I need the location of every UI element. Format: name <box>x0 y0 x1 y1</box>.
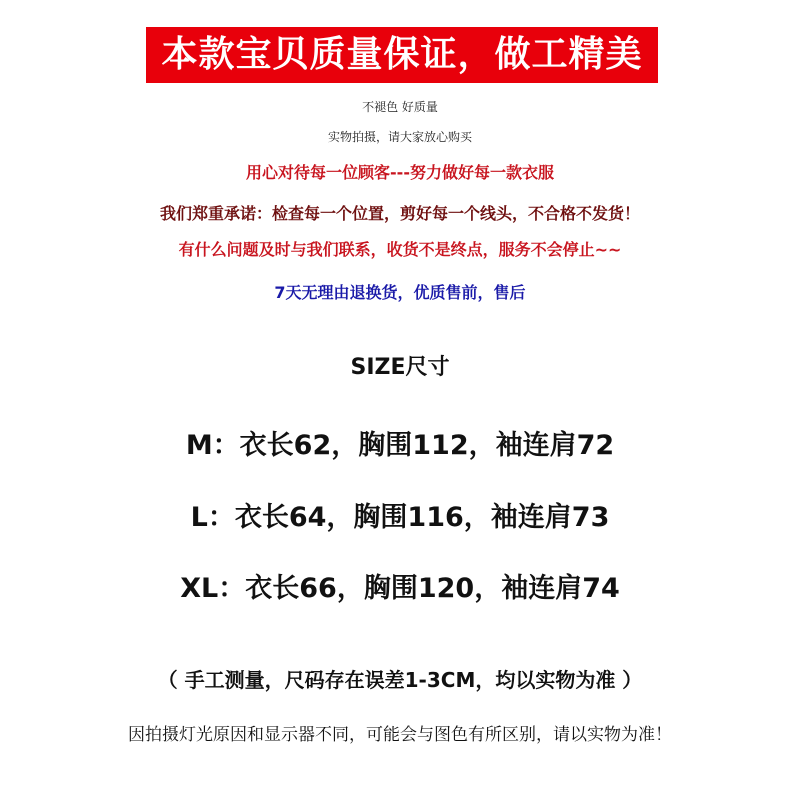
size-row-l: L：衣长64，胸围116，袖连肩73 <box>190 502 610 533</box>
promise-line-returns: 7天无理由退换货，优质售前，售后 <box>274 283 526 302</box>
color-disclaimer: 因拍摄灯光原因和显示器不同，可能会与图色有所区别，请以实物为准！ <box>128 725 672 745</box>
measurement-note: （ 手工测量，尺码存在误差1-3CM，均以实物为准 ） <box>157 668 643 692</box>
promise-line-care: 用心对待每一位顾客---努力做好每一款衣服 <box>246 163 554 182</box>
tagline-no-fade: 不褪色 好质量 <box>362 100 438 114</box>
size-section-title: SIZE尺寸 <box>350 355 450 380</box>
tagline-real-photo: 实物拍摄，请大家放心购买 <box>327 130 472 144</box>
promise-line-inspection: 我们郑重承诺：检查每一个位置，剪好每一个线头，不合格不发货！ <box>159 204 640 223</box>
promise-line-service: 有什么问题及时与我们联系，收货不是终点，服务不会停止~~ <box>178 240 622 259</box>
quality-banner: 本款宝贝质量保证，做工精美 <box>146 27 658 83</box>
size-row-xl: XL：衣长66，胸围120，袖连肩74 <box>180 573 620 604</box>
size-row-m: M：衣长62，胸围112，袖连肩72 <box>185 430 615 461</box>
